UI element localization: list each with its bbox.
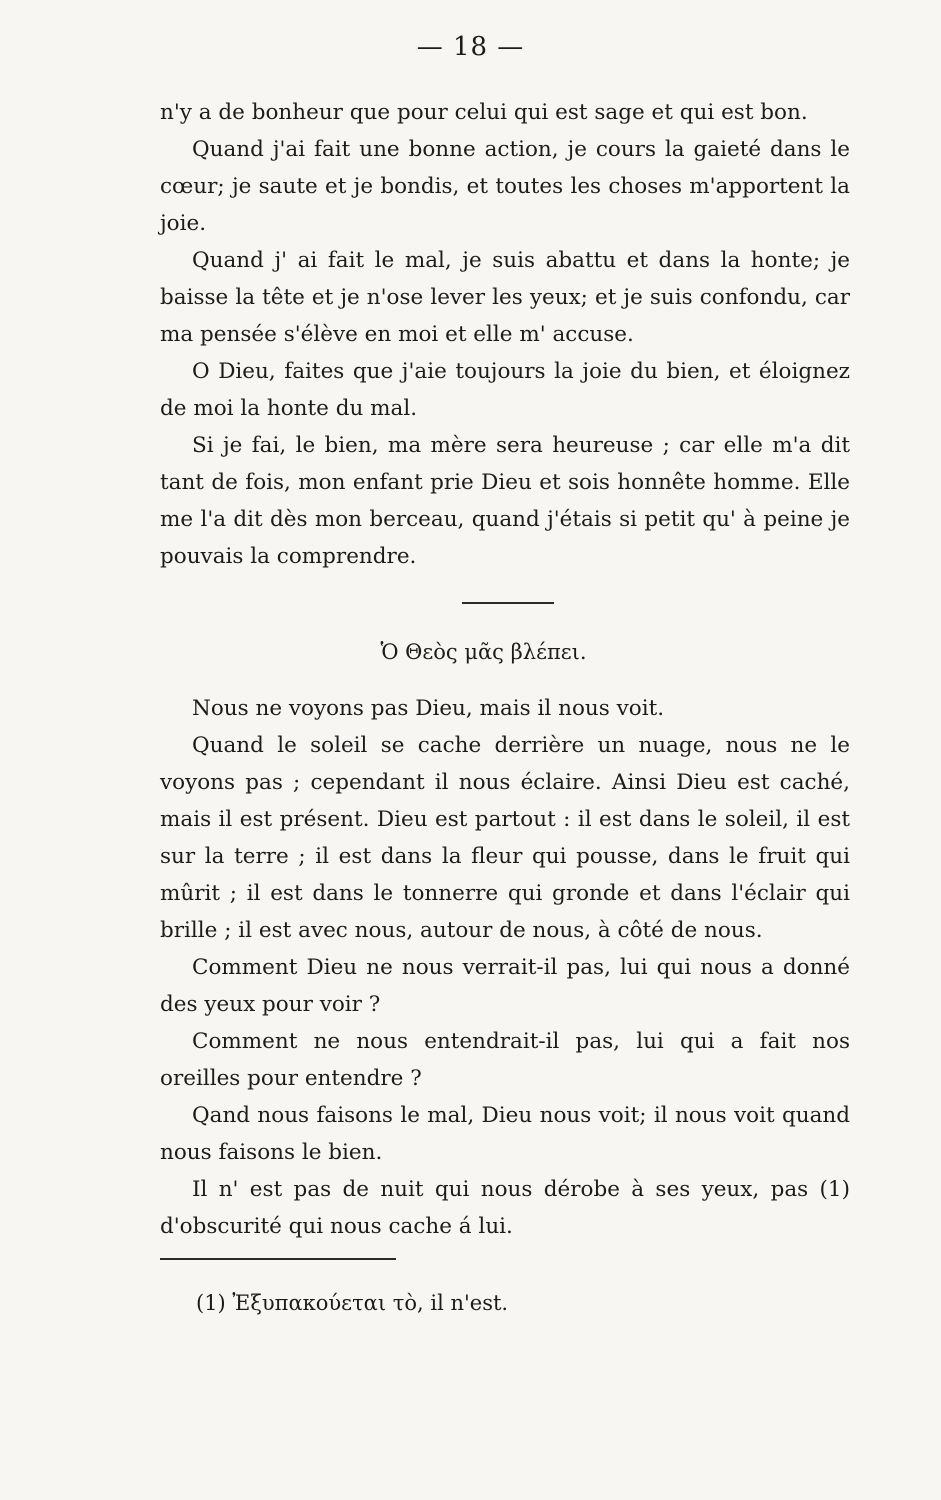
paragraph: n'y a de bonheur que pour celui qui est sage et qui est bon. xyxy=(160,100,808,125)
paragraph: Quand le soleil se cache derrière un nuage, nous ne le voyons pas ; cependant il nous éclaire. Ainsi Dieu est caché, mais il est présent. Dieu est partout : il est dans le soleil, il est sur la terre ; il est dans la fleur qui pousse, dans le fruit qui mûrit ; il est dans le tonnerre qui gronde et dans l'éclair qui brille ; il est avec nous, autour de nous, à côté de nous. xyxy=(160,733,850,943)
paragraph: Comment ne nous entendrait-il pas, lui qui a fait nos oreilles pour entendre ? xyxy=(160,1029,850,1091)
footnote-divider xyxy=(160,1258,396,1260)
paragraph: Quand j' ai fait le mal, je suis abattu et dans la honte; je baisse la tête et je n'ose lever les yeux; et je suis confondu, car ma pensée s'élève en moi et elle m' accuse. xyxy=(160,248,850,347)
section-title-greek: Ὁ Θεὸς μᾶς βλέπει. xyxy=(380,640,587,664)
footnote: (1) Ἐξυπακούεται τὸ, il n'est. xyxy=(196,1291,509,1315)
paragraph: Qand nous faisons le mal, Dieu nous voit; il nous voit quand nous faisons le bien. xyxy=(160,1103,850,1165)
section-1-text xyxy=(160,94,850,575)
paragraph: Si je fai, le bien, ma mère sera heureuse ; car elle m'a dit tant de fois, mon enfant prie Dieu et sois honnête homme. Elle me l'a dit dès mon berceau, quand j'étais si petit qu' à peine je pouvais la comprendre. xyxy=(160,433,850,569)
section-2-text xyxy=(160,690,850,1245)
paragraph: Nous ne voyons pas Dieu, mais il nous voit. xyxy=(192,696,665,721)
paragraph: Il n' est pas de nuit qui nous dérobe à ses yeux, pas (1) d'obscurité qui nous cache á lui. xyxy=(160,1177,850,1239)
paragraph: Quand j'ai fait une bonne action, je cours la gaieté dans le cœur; je saute et je bondis, et toutes les choses m'apportent la joie. xyxy=(160,137,850,236)
paragraph: O Dieu, faites que j'aie toujours la joie du bien, et éloignez de moi la honte du mal. xyxy=(160,359,850,421)
section-divider xyxy=(462,602,554,604)
page-number: — 18 — xyxy=(416,32,525,62)
paragraph: Comment Dieu ne nous verrait-il pas, lui qui nous a donné des yeux pour voir ? xyxy=(160,955,850,1017)
